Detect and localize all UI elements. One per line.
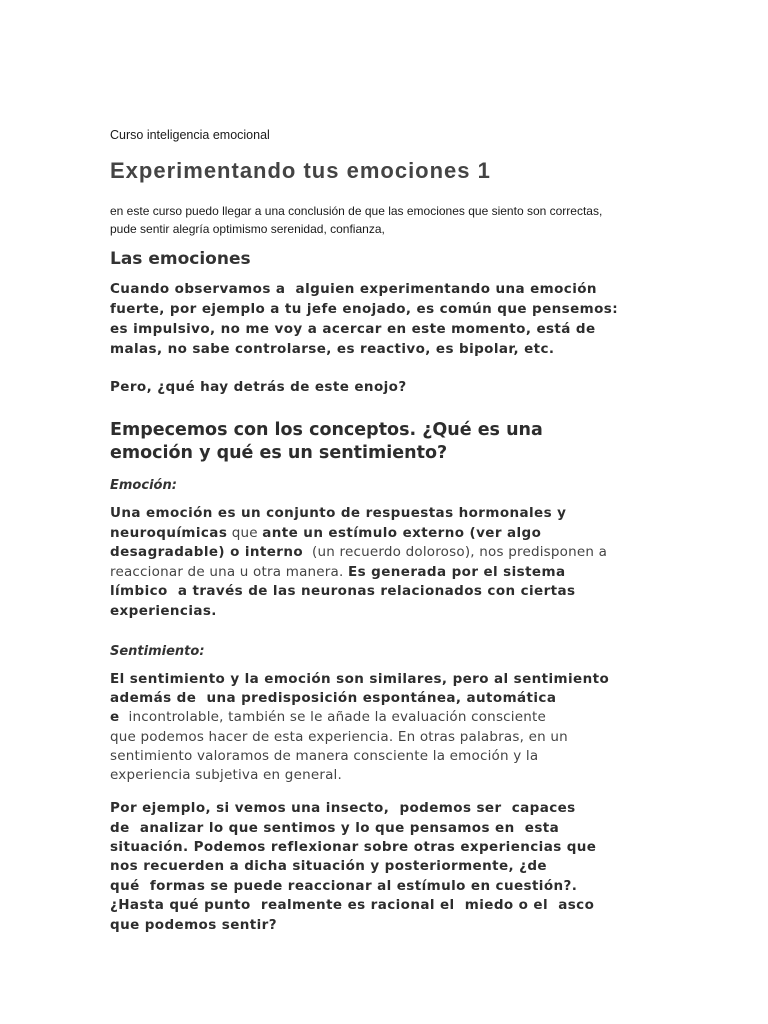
definition-line <box>110 505 566 521</box>
regular-text-run: incontrolable, también se le añade la evaluación consciente <box>119 709 547 726</box>
question-line: Pero, ¿qué hay detrás de este enojo? <box>110 379 407 395</box>
bold-text-run: El sentimiento y la emoción son similares, pero al sentimiento <box>110 671 610 687</box>
regular-text-run: que podemos hacer de esta experiencia. En otras palabras, en un <box>110 728 568 745</box>
definition-line <box>110 564 565 580</box>
bold-text-run: Una emoción es un conjunto de respuestas hormonales y <box>110 505 567 521</box>
course-caption: Curso inteligencia emocional <box>110 128 270 142</box>
bold-text-run: experiencias. <box>110 602 217 619</box>
bold-text-run: neuroquímicas <box>110 524 228 541</box>
subheading-emocion: Emoción: <box>110 478 177 493</box>
section-heading-conceptos-line-1: Empecemos con los conceptos. ¿Qué es una <box>110 420 543 440</box>
definition-line <box>110 690 556 706</box>
paragraph-line: Cuando observamos a alguien experimentando una emoción <box>110 281 597 297</box>
definition-line <box>110 583 575 599</box>
intro-line-2: pude sentir alegría optimismo serenidad, confianza, <box>110 222 385 236</box>
regular-text-run: (un recuerdo doloroso), nos predisponen a <box>303 544 608 560</box>
definition-line <box>110 671 609 687</box>
subheading-sentimiento: Sentimiento: <box>110 644 205 659</box>
bold-text-run: Es generada por el sistema <box>348 563 566 580</box>
section-heading-conceptos-line-2: emoción y qué es un sentimiento? <box>110 443 448 463</box>
ejemplo-line: ¿Hasta qué punto realmente es racional el miedo o el asco <box>110 897 595 913</box>
regular-text-run: que <box>227 524 263 541</box>
ejemplo-line: de analizar lo que sentimos y lo que pensamos en esta <box>110 820 560 836</box>
regular-text-run: experiencia subjetiva en general. <box>110 767 342 783</box>
definition-line <box>110 748 538 764</box>
ejemplo-line: nos recuerden a dicha situación y posteriormente, ¿de <box>110 858 547 874</box>
definition-line <box>110 525 541 541</box>
definition-line <box>110 544 607 560</box>
paragraph-line: es impulsivo, no me voy a acercar en este momento, está de <box>110 321 596 337</box>
bold-text-run: ante un estímulo externo (ver algo <box>262 524 542 541</box>
bold-text-run: además de una predisposición espontánea, automática <box>110 690 557 707</box>
definition-line <box>110 603 217 619</box>
page-title: Experimentando tus emociones 1 <box>110 158 491 183</box>
bold-text-run: desagradable) o interno <box>110 544 304 560</box>
definition-line <box>110 767 342 783</box>
ejemplo-line: Por ejemplo, si vemos una insecto, podemos ser capaces <box>110 800 576 816</box>
bold-text-run: e <box>110 709 120 726</box>
ejemplo-line: que podemos sentir? <box>110 917 277 933</box>
paragraph-line: fuerte, por ejemplo a tu jefe enojado, es común que pensemos: <box>110 301 619 317</box>
bold-text-run: límbico a través de las neuronas relacionados con ciertas <box>110 583 576 599</box>
definition-line <box>110 729 568 745</box>
ejemplo-line: qué formas se puede reaccionar al estímulo en cuestión?. <box>110 878 578 894</box>
section-heading-emociones: Las emociones <box>110 249 251 269</box>
regular-text-run: reaccionar de una u otra manera. <box>110 563 349 580</box>
regular-text-run: sentimiento valoramos de manera consciente la emoción y la <box>110 747 539 764</box>
intro-line-1: en este curso puedo llegar a una conclusión de que las emociones que siento son correctas, <box>110 204 603 218</box>
ejemplo-line: situación. Podemos reflexionar sobre otras experiencias que <box>110 839 597 855</box>
paragraph-line: malas, no sabe controlarse, es reactivo, es bipolar, etc. <box>110 341 555 357</box>
definition-line <box>110 709 546 725</box>
